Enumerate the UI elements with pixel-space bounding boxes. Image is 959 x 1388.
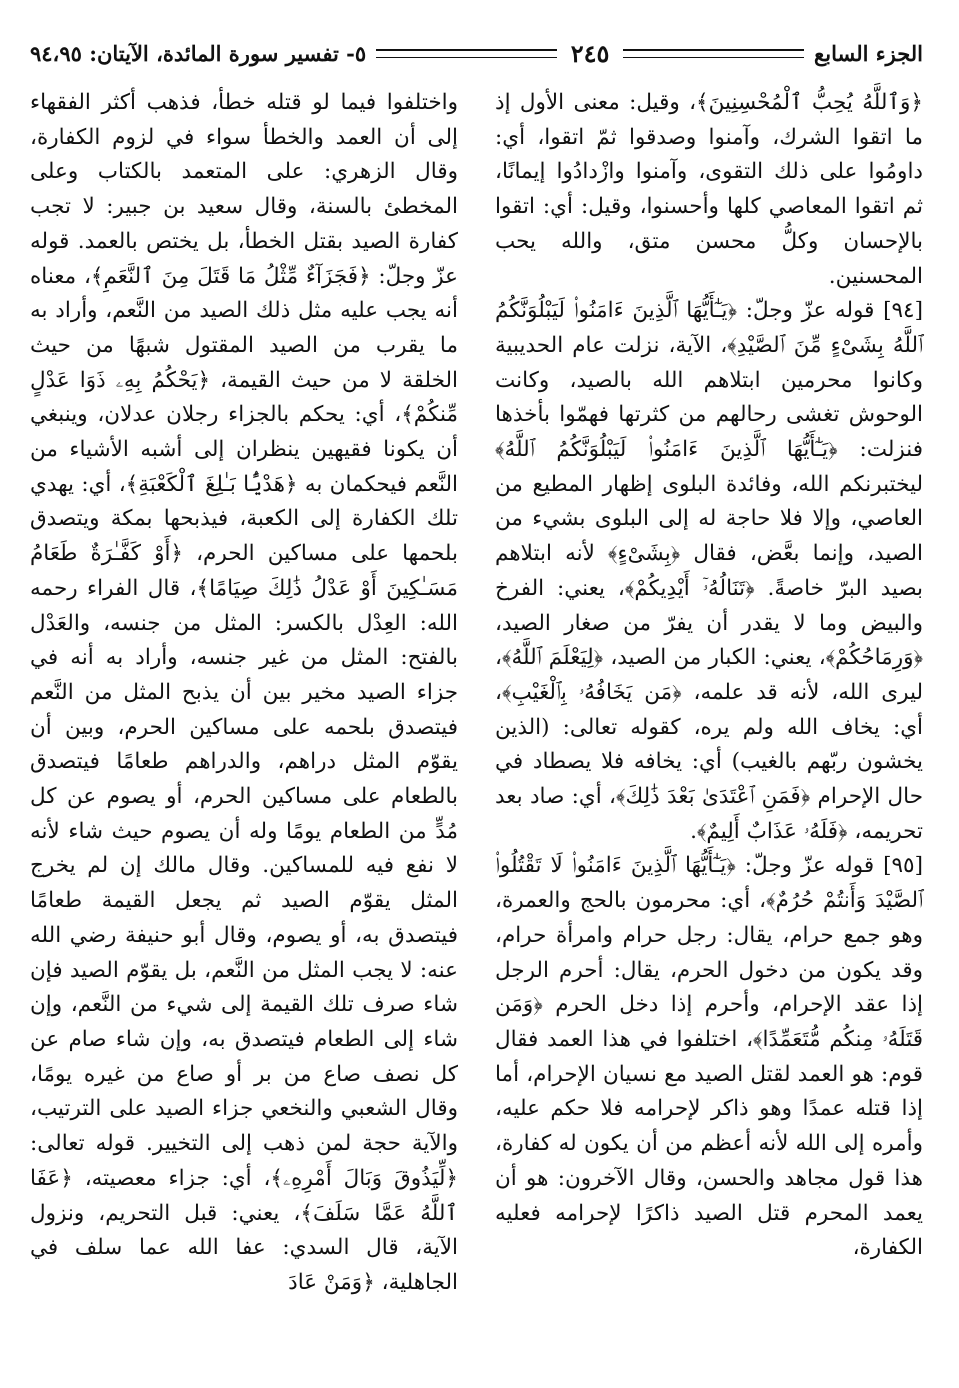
paragraph-verse-95: [٩٥] قوله عزّ وجلّ: ﴿يَـٰٓأَيُّهَا ٱلَّذِينَ ءَامَنُوا۟ لَا تَقْتُلُوا۟ ٱلصَّيْدَ وَأَنتُمْ حُرُمٌ﴾، أي: محرمون بالحج والعمرة، وهو جمع حرام، يقال: رجل حرام وامرأة حرام، وقد يكون من دخول الحرم، يقال: أحرم الرجل إذا عقد الإحرام، وأحرم إذا دخل الحرم ﴿وَمَن قَتَلَهُۥ مِنكُم مُّتَعَمِّدًا﴾، اختلفوا في هذا العمد فقال قوم: هو العمد لقتل الصيد مع نسيان الإحرام، أما إذا قتله عمدًا وهو ذاكر لإحرامه فلا حكم عليه، وأمره إلى الله لأنه أعظم من أن يكون له كفارة، هذا قول مجاهد والحسن، وقال الآخرون: هو أن يعمد المحرم قتل الصيد ذاكرًا لإحرامه فعليه الكفارة، bbox=[495, 853, 923, 1261]
right-column bbox=[495, 86, 923, 1301]
paragraph-verse-94: [٩٤] قوله عزّ وجلّ: ﴿يَـٰٓأَيُّهَا ٱلَّذِينَ ءَامَنُوا۟ لَيَبْلُوَنَّكُمُ ٱللَّهُ بِشَىْءٍ مِّنَ ٱلصَّيْدِ﴾، الآية، نزلت عام الحديبية وكانوا محرمين ابتلاهم الله بالصيد، وكانت الوحوش تغشى رحالهم من كثرتها فهمّوا بأخذها فنزلت: ﴿يَـٰٓأَيُّهَا ٱلَّذِينَ ءَامَنُوا۟ لَيَبْلُوَنَّكُمُ ٱللَّهُ﴾ ليختبرنكم الله، وفائدة البلوى إظهار المطيع من العاصي، وإلا فلا حاجة له إلى البلوى بشيء من الصيد، وإنما بعَّض، فقال ﴿بِشَىْءٍ﴾ لأنه ابتلاهم بصيد البرّ خاصةً. ﴿تَنَالُهُۥٓ أَيْدِيكُمْ﴾، يعني: الفرخ والبيض وما لا يقدر أن يفرّ من صغار الصيد، ﴿وَرِمَاحُكُمْ﴾، يعني: الكبار من الصيد، ﴿لِيَعْلَمَ ٱللَّهُ﴾، ليرى الله، لأنه قد علمه، ﴿مَن يَخَافُهُۥ بِٱلْغَيْبِ﴾، أي: يخاف الله ولم يره، كقوله تعالى: (الذين يخشون ربّهم بالغيب) أي: يخافه فلا يصطاد في حال الإحرام ﴿فَمَنِ ٱعْتَدَىٰ بَعْدَ ذَٰلِكَ﴾، أي: صاد بعد تحريمه، ﴿فَلَهُۥ عَذَابٌ أَلِيمٌ﴾. bbox=[495, 298, 923, 844]
page-number: ٢٤٥ bbox=[570, 38, 610, 68]
left-column bbox=[30, 86, 458, 1301]
paragraph: واختلفوا فيما لو قتله خطأ، فذهب أكثر الفقهاء إلى أن العمد والخطأ سواء في لزوم الكفارة، وقال الزهري: على المتعمد بالكتاب وعلى المخطئ بالسنة، وقال سعيد بن جبير: لا تجب كفارة الصيد بقتل الخطأ، بل يختص بالعمد. قوله عزّ وجلّ: ﴿فَجَزَآءٌ مِّثْلُ مَا قَتَلَ مِنَ ٱلنَّعَمِ﴾، معناه أنه يجب عليه مثل ذلك الصيد من النَّعم، وأراد به ما يقرب من الصيد المقتول شبهًا من حيث الخلقة لا من حيث القيمة، ﴿يَحْكُمُ بِهِۦ ذَوَا عَدْلٍ مِّنكُمْ﴾، أي: يحكم بالجزاء رجلان عدلان، وينبغي أن يكونا فقيهين ينظران إلى أشبه الأشياء من النَّعم فيحكمان به ﴿هَدْيًۢا بَـٰلِغَ ٱلْكَعْبَةِ﴾، أي: يهدي تلك الكفارة إلى الكعبة، فيذبحها بمكة ويتصدق بلحمها على مساكين الحرم، ﴿أَوْ كَفَّـٰرَةٌ طَعَامُ مَسَـٰكِينَ أَوْ عَدْلُ ذَٰلِكَ صِيَامًا﴾، قال الفراء رحمه الله: العِدْل بالكسر: المثل من جنسه، والعَدْل بالفتح: المثل من غير جنسه، وأراد به أنه في جزاء الصيد مخير بين أن يذبح المثل من النَّعم فيتصدق بلحمه على مساكين الحرم، وبين أن يقوّم المثل دراهم، والدراهم طعامًا فيتصدق بالطعام على مساكين الحرم، أو يصوم عن كل مُدٍّ من الطعام يومًا وله أن يصوم حيث شاء لأنه لا نفع فيه للمساكين. وقال مالك إن لم يخرج المثل يقوّم الصيد ثم يجعل القيمة طعامًا فيتصدق به، أو يصوم، وقال أبو حنيفة رضي الله عنه: لا يجب المثل من النَّعم، بل يقوّم الصيد فإن شاء صرف تلك القيمة إلى شيء من النَّعم، وإن شاء إلى الطعام فيتصدق به، وإن شاء صام عن كل نصف صاع من بر أو صاع من غيره يومًا، وقال الشعبي والنخعي جزاء الصيد على الترتيب، والآية حجة لمن ذهب إلى التخيير. قوله تعالى: ﴿لِّيَذُوقَ وَبَالَ أَمْرِهِۦ﴾، أي: جزاء معصيته، ﴿عَفَا ٱللَّهُ عَمَّا سَلَفَ﴾، يعني: قبل التحريم، ونزول الآية، قال السدي: عفا الله عما سلف في الجاهلية، ﴿وَمَنْ عَادَ bbox=[30, 90, 458, 1295]
header-rule-right bbox=[623, 49, 804, 58]
part-title: الجزء السابع bbox=[814, 40, 923, 66]
page-header bbox=[30, 30, 923, 76]
surah-info: ٥- تفسير سورة المائدة، الآيتان: ٩٤،٩٥ bbox=[29, 40, 367, 66]
header-rule-left bbox=[376, 49, 557, 58]
text-columns bbox=[30, 86, 923, 1301]
paragraph: ﴿وَٱللَّهُ يُحِبُّ ٱلْمُحْسِنِينَ﴾، وقيل: معنى الأول إذ ما اتقوا الشرك، وآمنوا وصدقوا ثمّ اتقوا، أي: داومُوا على ذلك التقوى، وآمنوا وازْدادُوا إيمانًا، ثم اتقوا المعاصي كلها وأحسنوا، وقيل: أي: اتقوا بالإحسان وكلُّ محسن متق، والله يحب المحسنين. bbox=[495, 90, 923, 289]
